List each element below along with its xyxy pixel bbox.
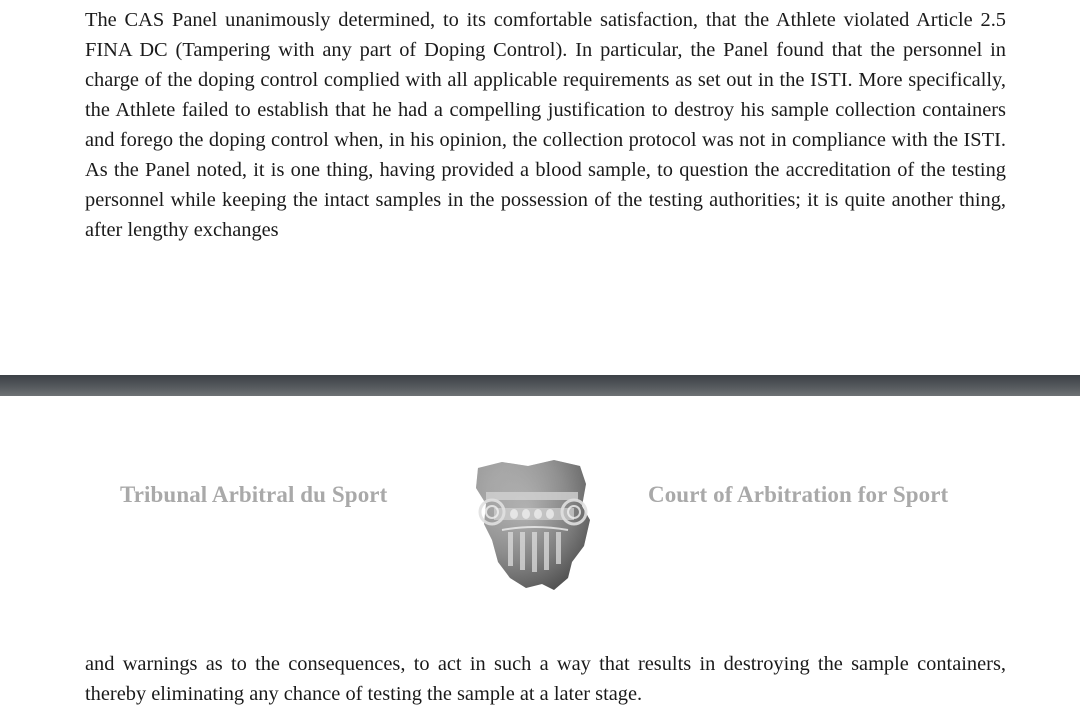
page-separator xyxy=(0,375,1080,396)
court-name-french: Tribunal Arbitral du Sport xyxy=(120,482,388,507)
court-name-english: Court of Arbitration for Sport xyxy=(648,482,949,507)
page-bottom xyxy=(0,396,1080,728)
paragraph-top: The CAS Panel unanimously determined, to its comfortable satisfaction, that the Athlete violated Article 2.5 FINA DC (Tampering with any part of Doping Control). In particular, the Panel found that the personnel in charge of the doping control complied with all applicable requirements as set out in the ISTI. More specifically, the Athlete failed to establish that he had a compelling justification to destroy his sample collection containers and forego the doping control when, in his opinion, the collection protocol was not in compliance with the ISTI. As the Panel noted, it is one thing, having provided a blood sample, to question the accreditation of the testing personnel while keeping the intact samples in the possession of the testing authorities; it is quite another thing, after lengthy exchanges xyxy=(85,9,1006,241)
ionic-column-capital-icon xyxy=(462,454,602,594)
paragraph-bottom: and warnings as to the consequences, to act in such a way that results in destroying the sample containers, thereby eliminating any chance of testing the sample at a later stage. xyxy=(85,653,1006,705)
